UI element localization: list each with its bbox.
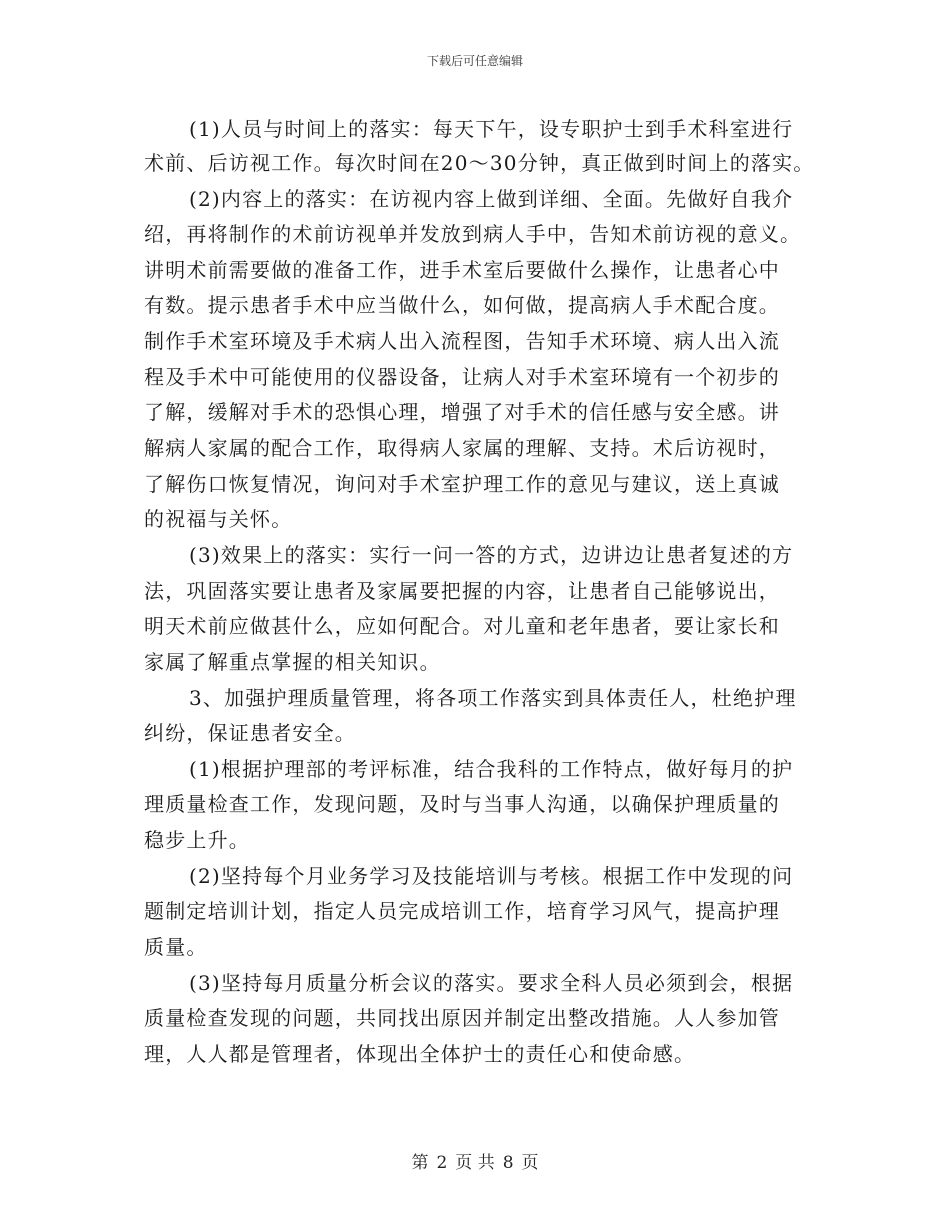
text-line: 解病人家属的配合工作，取得病人家属的理解、支持。术后访视时， <box>144 436 780 460</box>
text-line: 了解伤口恢复情况，询问对手术室护理工作的意见与建议，送上真诚 <box>144 472 780 496</box>
text-line: 题制定培训计划，指定人员完成培训工作，培育学习风气，提高护理 <box>144 899 780 923</box>
text-line: 绍，再将制作的术前访视单并发放到病人手中，告知术前访视的意义。 <box>144 222 802 246</box>
footer-mid: 页 共 <box>455 1153 495 1173</box>
text-line: 法，巩固落实要让患者及家属要把握的内容，让患者自己能够说出， <box>144 579 780 603</box>
text-line: 讲明术前需要做的准备工作，进手术室后要做什么操作，让患者心中 <box>144 258 780 282</box>
text-line: 稳步上升。 <box>144 828 250 852</box>
text-line: 有数。提示患者手术中应当做什么，如何做，提高病人手术配合度。 <box>144 293 780 317</box>
text-line: 明天术前应做甚什么，应如何配合。对儿童和老年患者，要让家长和 <box>144 614 780 638</box>
footer-suffix: 页 <box>521 1153 539 1173</box>
text-line: 纠纷，保证患者安全。 <box>144 721 356 745</box>
text-line: 质量。 <box>144 935 208 959</box>
text-line: (1)根据护理部的考评标准，结合我科的工作特点，做好每月的护 <box>189 757 794 781</box>
text-line: 了解，缓解对手术的恐惧心理，增强了对手术的信任感与安全感。讲 <box>144 400 780 424</box>
text-line: (1)人员与时间上的落实：每天下午，设专职护士到手术科室进行 <box>189 117 794 141</box>
page-header: 下载后可任意编辑 <box>426 54 523 68</box>
text-line: (3)效果上的落实：实行一问一答的方式，边讲边让患者复述的方 <box>189 543 794 567</box>
text-line: 术前、后访视工作。每次时间在20～30分钟，真正做到时间上的落实。 <box>144 151 815 175</box>
text-line: 的祝福与关怀。 <box>144 507 293 531</box>
page-footer <box>0 1152 950 1174</box>
text-line: 程及手术中可能使用的仪器设备，让病人对手术室环境有一个初步的 <box>144 365 780 389</box>
text-line: 质量检查发现的问题，共同找出原因并制定出整改措施。人人参加管 <box>144 1006 780 1030</box>
total-pages: 8 <box>502 1153 514 1173</box>
text-line: (2)坚持每个月业务学习及技能培训与考核。根据工作中发现的问 <box>189 864 794 888</box>
page-number: 2 <box>436 1153 448 1173</box>
text-line: 理，人人都是管理者，体现出全体护士的责任心和使命感。 <box>144 1042 696 1066</box>
text-line: 3、加强护理质量管理，将各项工作落实到具体责任人，杜绝护理 <box>189 686 797 710</box>
text-line: (2)内容上的落实：在访视内容上做到详细、全面。先做好自我介 <box>189 187 794 211</box>
text-line: 制作手术室环境及手术病人出入流程图，告知手术环境、病人出入流 <box>144 329 780 353</box>
text-line: 家属了解重点掌握的相关知识。 <box>144 650 441 674</box>
footer-prefix: 第 <box>411 1153 429 1173</box>
text-line: (3)坚持每月质量分析会议的落实。要求全科人员必须到会，根据 <box>189 971 794 995</box>
text-line: 理质量检查工作，发现问题，及时与当事人沟通，以确保护理质量的 <box>144 792 780 816</box>
